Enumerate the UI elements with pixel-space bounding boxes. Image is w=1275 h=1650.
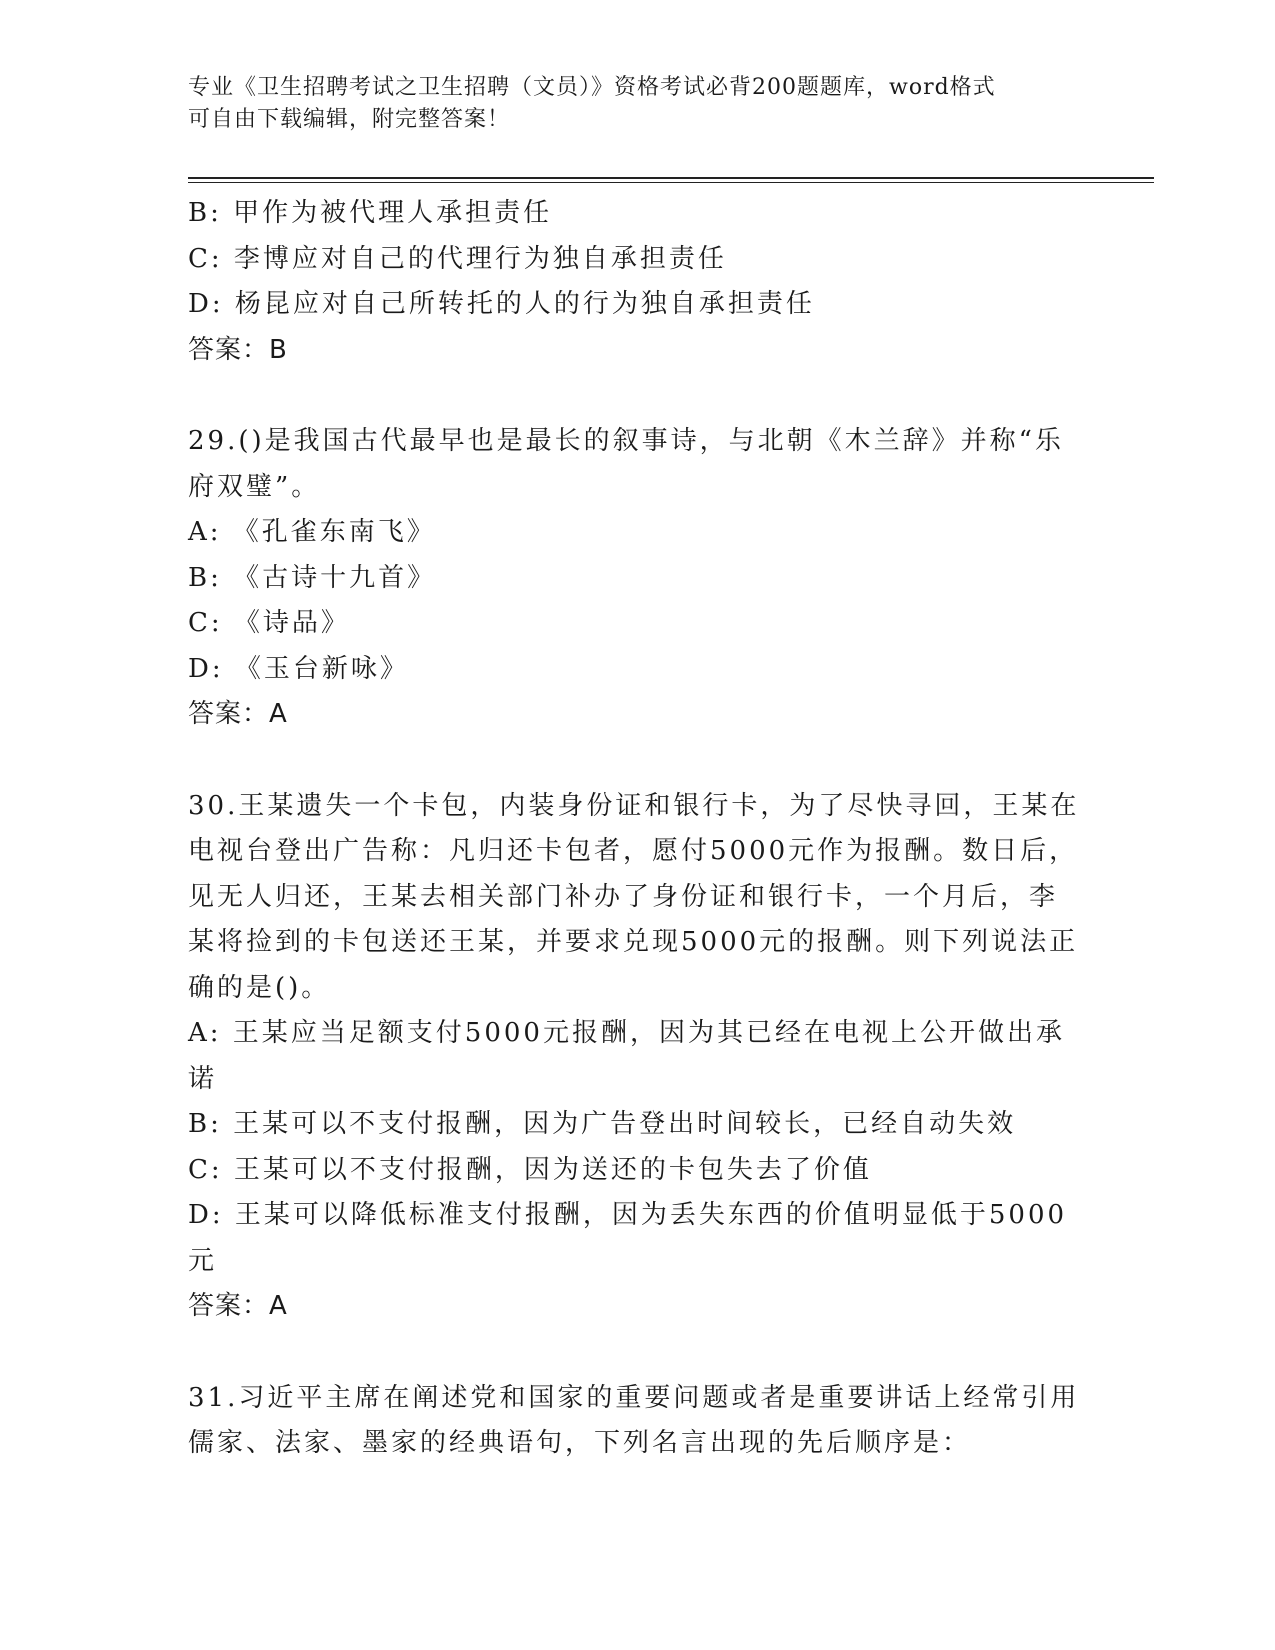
option-a: A: 王某应当足额支付5000元报酬，因为其已经在电视上公开做出承 (188, 1018, 1065, 1048)
option-c: C: 李博应对自己的代理行为独自承担责任 (188, 243, 727, 274)
header-line-1: 专业《卫生招聘考试之卫生招聘（文员）》资格考试必背200题题库，word格式 (188, 75, 996, 100)
option-d: D: 王某可以降低标准支付报酬，因为丢失东西的价值明显低于5000 (188, 1200, 1068, 1230)
document-header (188, 72, 1068, 136)
option-a-continued: 诺 (188, 1063, 218, 1094)
option-b: B: 《古诗十九首》 (188, 562, 437, 593)
header-line-2: 可自由下载编辑，附完整答案！ (188, 107, 511, 132)
question-30-stem-line-3: 见无人归还，王某去相关部门补办了身份证和银行卡，一个月后，李 (188, 881, 1059, 912)
header-divider-thin (188, 182, 1154, 183)
question-31-stem-line-1: 31.习近平主席在阐述党和国家的重要问题或者是重要讲话上经常引用 (188, 1382, 1080, 1413)
option-c: C: 王某可以不支付报酬，因为送还的卡包失去了价值 (188, 1154, 872, 1185)
question-30-stem-line-5: 确的是()。 (188, 972, 331, 1003)
question-29-stem-line-1: 29.()是我国古代最早也是最长的叙事诗，与北朝《木兰辞》并称“乐 (188, 426, 1064, 456)
option-c: C: 《诗品》 (188, 608, 350, 638)
question-content (188, 191, 1078, 1467)
answer: 答案：A (188, 1291, 288, 1321)
question-30-stem-line-2: 电视台登出广告称：凡归还卡包者，愿付5000元作为报酬。数日后， (188, 836, 1079, 866)
option-b: B: 王某可以不支付报酬，因为广告登出时间较长，已经自动失效 (188, 1109, 1017, 1139)
option-d-continued: 元 (188, 1245, 218, 1276)
question-29-stem-line-2: 府双璧”。 (188, 471, 321, 502)
option-a: A: 《孔雀东南飞》 (188, 517, 436, 547)
question-30-stem-line-1: 30.王某遗失一个卡包，内装身份证和银行卡，为了尽快寻回，王某在 (188, 790, 1080, 821)
answer: 答案：A (188, 699, 288, 729)
option-d: D: 杨昆应对自己所转托的人的行为独自承担责任 (188, 289, 815, 319)
answer: 答案：B (188, 334, 288, 365)
question-30-stem-line-4: 某将捡到的卡包送还王某，并要求兑现5000元的报酬。则下列说法正 (188, 927, 1079, 957)
question-31-stem-line-2: 儒家、法家、墨家的经典语句，下列名言出现的先后顺序是： (188, 1428, 972, 1458)
option-b: B: 甲作为被代理人承担责任 (188, 198, 553, 228)
header-divider-thick (188, 177, 1154, 179)
option-d: D: 《玉台新咏》 (188, 653, 409, 684)
